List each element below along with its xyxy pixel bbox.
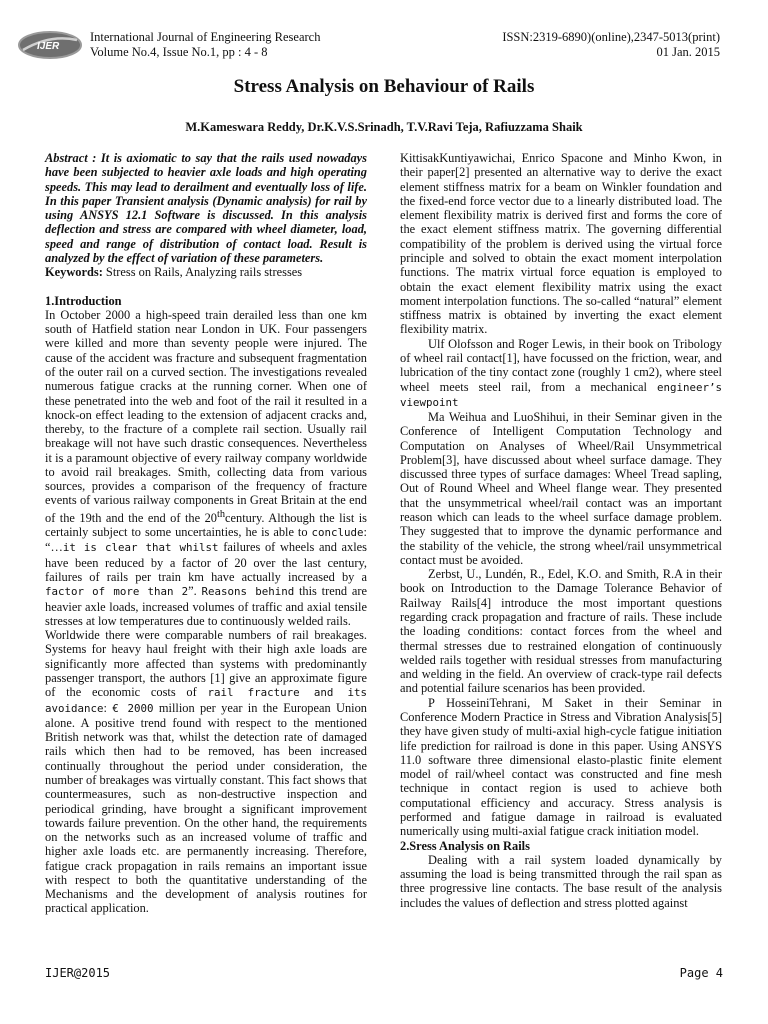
intro2-text-c: million per year in the European Union alone. A positive trend found with respect to the mentioned British network was that, whilst the detection rate of damaged rails which then had to be removed, has been increased continually throughout the period under consideration, the number of breakages was virtually constant. This fact shows that countermeasures, such as non-destructive inspection and periodical grinding, have brought a significant improvement towards failure prevention. On the other hand, the requirements on the networks such as an increased volume of traffic and higher axle loads etc. are permanently increasing. Therefore, fatigue crack propagation in rails remains an important issue with respect to both the quantitative understanding of the Mechanisms and the development of analysis routines for practical application. (45, 700, 367, 916)
journal-volume: Volume No.4, Issue No.1, pp : 4 - 8 (90, 45, 268, 59)
section-2-heading: 2.Sress Analysis on Rails (400, 838, 530, 853)
review-paragraph-3: Ma Weihua and LuoShihui, in their Seminar given in the Conference of Intelligent Computation Technology and Computation on Analyses of Wheel/Rail Unsymmetrical Problem[3], have discussed about wheel surface damage. They discussed three types of surface damages: Wheel Tread sapling, Out of Round Wheel and Wheel flange wear. They presented that the unsymmetrical wheel/rail contact was an important reason which can leads to the wheel surface damage problem. They suggested that to improve the dynamic performance and the stability of the vehicle, the strong wheel/rail unsymmetrical contact must be avoided. (400, 410, 722, 567)
intro-paragraph-2 (45, 628, 367, 916)
keywords (45, 265, 367, 279)
paper-title: Stress Analysis on Behaviour of Rails (233, 76, 535, 97)
ijer-logo (17, 30, 83, 60)
page-number: Page 4 (679, 966, 723, 980)
review-paragraph-4: Zerbst, U., Lundén, R., Edel, K.O. and Smith, R.A in their book on Introduction to the Damage Tolerance Behavior of Railway Rails[4] introduce the most important questions regarding crack propagation and fracture of rails. These include the loading conditions: contact forces from the wheel and thermal stresses due to restrained elongation of continuously welded rails together with residual stresses from manufacturing and welding in the field. An overview of crack-type rail defects and potential failure scenarios has been provided. (400, 567, 722, 696)
intro2-text-a: Worldwide there were comparable numbers of rail breakages. Systems for heavy haul freight with their high axle loads are significantly more affected than systems with predominantly passenger transport, the authors [1] give an approximate figure of the economic costs of (45, 628, 367, 700)
footer-copyright: IJER@2015 (45, 966, 111, 980)
superscript-th: th (216, 508, 226, 520)
issue-date: 01 Jan. 2015 (656, 45, 720, 59)
intro-text-f: this trend are heavier axle loads, increased volumes of traffic and axial tensile stresses at low temperatures due to continuously welded rails. (45, 584, 367, 628)
keywords-label: Keywords: (45, 265, 103, 280)
intro-heading: 1.Introduction (45, 293, 122, 308)
left-column (45, 151, 367, 916)
issn: ISSN:2319-6890)(online),2347-5013(print) (502, 30, 720, 44)
intro-mono-3: factor of more than 2 (45, 585, 189, 599)
journal-info (90, 30, 320, 60)
section-2-paragraph: Dealing with a rail system loaded dynamically by assuming the load is being transmitted through the rail span as three progressive line contacts. The base result of the analysis includes the values of deflection and stress plotted against (400, 852, 722, 910)
svg-text:IJER: IJER (37, 41, 60, 52)
intro2-mono-1: rail fracture and its avoidance (45, 686, 367, 715)
issn-info (502, 30, 720, 60)
intro-mono-4: Reasons behind (201, 585, 295, 599)
journal-name: International Journal of Engineering Research (90, 30, 321, 44)
review-paragraph-5: P HosseiniTehrani, M Saket in their Seminar in Conference Modern Practice in Stress and Vibration Analysis[5] they have given study of multi-axial high-cycle fatigue initiation life prediction for railroad is done in this paper. Using ANSYS 11.0 software three dimensional elasto-plastic finite element model of rail/wheel contact was constructed and fine mesh technique in contact region is used to achieve both computational efficiency and accuracy. Stress analysis is performed and fatigue damage in railroad is evaluated numerically using multi-axial fatigue crack initiation model. (400, 695, 722, 839)
intro2-mono-2: € 2000 (112, 701, 154, 715)
review2-mono: engineer’s viewpoint (400, 380, 722, 409)
right-column (400, 151, 722, 910)
review-paragraph-1: KittisakKuntiyawichai, Enrico Spacone and Minho Kwon, in their paper[2] presented an alternative way to derive the exact element stiffness matrix for a beam on Winkler foundation and the fixed-end force vector due to a linearly distributed load. The element flexibility matrix is derived first and forms the core of the exact element stiffness matrix. The governing differential compatibility of the problem is derived using the virtual force principle and solved to obtain the exact moment interpolation functions. The matrix virtual force equation is employed to obtain the exact element flexibility matrix using the exact moment interpolation functions. The so-called “natural” element stiffness matrix is obtained by inverting the exact element flexibility matrix. (400, 151, 722, 337)
intro-paragraph-1 (45, 308, 367, 628)
paper-authors: M.Kameswara Reddy, Dr.K.V.S.Srinadh, T.V.Ravi Teja, Rafiuzzama Shaik (185, 120, 583, 134)
intro-text-c: : “… (45, 525, 367, 555)
page-footer (45, 966, 723, 982)
page-header (0, 0, 768, 64)
keywords-text: Stress on Rails, Analyzing rails stresses (102, 265, 303, 280)
intro-text-e: ”. (188, 584, 202, 599)
review2-text: Ulf Olofsson and Roger Lewis, in their book on Tribology of wheel rail contact[1], have focussed on the friction, wear, and lubrication of the tiny contact zone (roughly 1 cm2), where steel wheel meets steel rail, from a mechanical (400, 336, 722, 394)
abstract: Abstract : It is axiomatic to say that the rails used nowadays have been subjected to heavier axle loads and high operating speeds. This may lead to derailment and eventually loss of life. In this paper Transient analysis (Dynamic analysis) for rail by using ANSYS 12.1 Software is discussed. In this analysis deflection and stress are compared with wheel diameter, load, speed and range of distribution of contact load. Result is analyzed by the effect of variation of these parameters. (45, 151, 367, 265)
intro-text-d: failures of wheels and axles have been reduced by a factor of 20 over the last century, failures of rails per train km have actually increased by a (45, 540, 367, 584)
intro2-text-b: : (103, 700, 113, 715)
intro-mono-2: it is clear that whilst (62, 541, 219, 555)
intro-text-b: century. Although the list is certainly subject to some uncertainties, he is able to (45, 510, 367, 540)
intro-text-a: In October 2000 a high-speed train derailed less than one km south of Hatfield station near London in UK. Four passengers were killed and more than seventy people were injured. The cause of the accident was fracture and subsequent fragmentation of the outer rail on a curved section. The investigations revealed numerous fatigue cracks at the running corner. When one of these penetrated into the web and foot of the rail it resulted in a knock-on effect leading to the extension of adjacent cracks and, thereby, to the fracture of a complete rail section. Usually rail breakage will not have such drastic consequences. Nevertheless it is a paramount objective of every railway company worldwide to avoid rail breakages. Smith, collecting data from various sources, provides a comparison of the frequency of fracture events of various railway components in Great Britain at the end of the 19th and the end of the 20 (45, 307, 367, 525)
review-paragraph-2 (400, 337, 722, 410)
intro-mono-1: conclude (311, 526, 364, 540)
